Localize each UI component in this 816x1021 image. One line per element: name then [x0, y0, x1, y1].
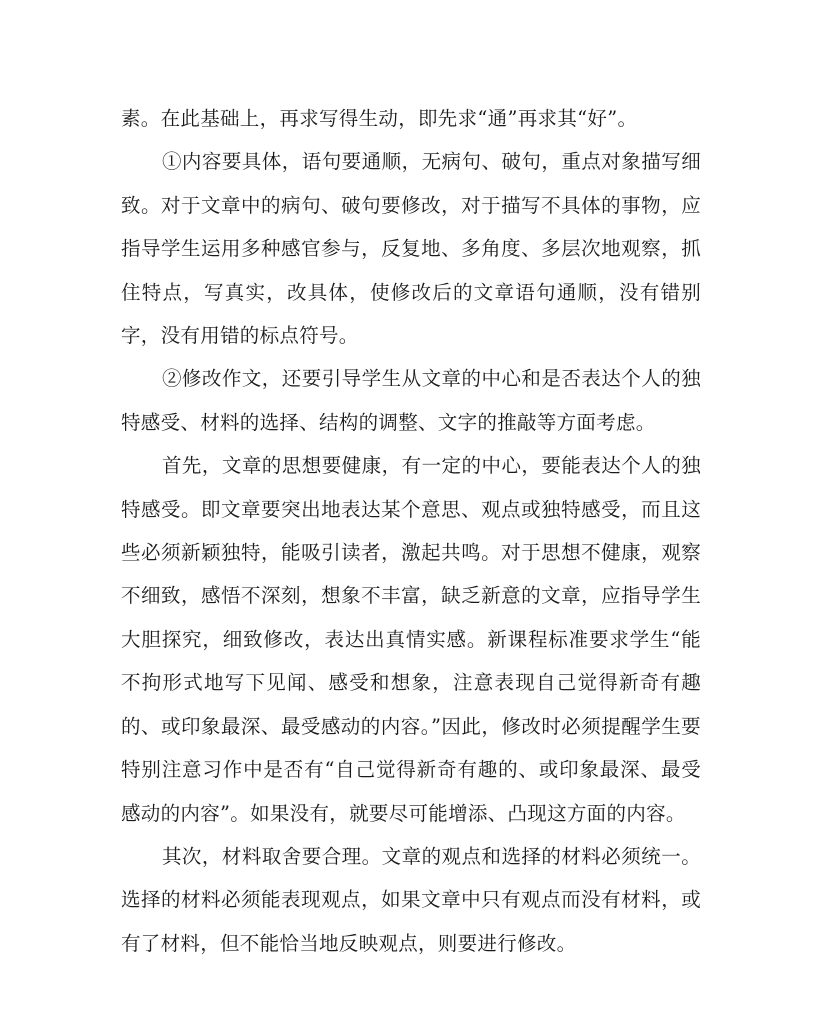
paragraph-3: ②修改作文，还要引导学生从文章的中心和是否表达个人的独特感受、材料的选择、结构的调整、文字的推敲等方面考虑。: [121, 367, 701, 434]
document-body: [121, 97, 701, 965]
paragraph-4: 首先，文章的思想要健康，有一定的中心，要能表达个人的独特感受。即文章要突出地表达某个意思、观点或独特感受，而且这些必须新颖独特，能吸引读者，激起共鸣。对于思想不健康，观察不细致，感悟不深刻，想象不丰富，缺乏新意的文章，应指导学生大胆探究，细致修改，表达出真情实感。新课程标准要求学生“能不拘形式地写下见闻、感受和想象，注意表现自己觉得新奇有趣的、或印象最深、最受感动的内容。”因此，修改时必须提醒学生要特别注意习作中是否有“自己觉得新奇有趣的、或印象最深、最受感动的内容”。如果没有，就要尽可能增添、凸现这方面的内容。: [121, 454, 701, 825]
paragraph-2: ①内容要具体，语句要通顺，无病句、破句，重点对象描写细致。对于文章中的病句、破句要修改，对于描写不具体的事物，应指导学生运用多种感官参与，反复地、多角度、多层次地观察，抓住特点，写真实，改具体，使修改后的文章语句通顺，没有错别字，没有用错的标点符号。: [121, 150, 701, 348]
paragraph-5: 其次，材料取舍要合理。文章的观点和选择的材料必须统一。选择的材料必须能表现观点，如果文章中只有观点而没有材料，或有了材料，但不能恰当地反映观点，则要进行修改。: [121, 844, 701, 955]
paragraph-1: 素。在此基础上，再求写得生动，即先求“通”再求其“好”。: [121, 107, 638, 130]
